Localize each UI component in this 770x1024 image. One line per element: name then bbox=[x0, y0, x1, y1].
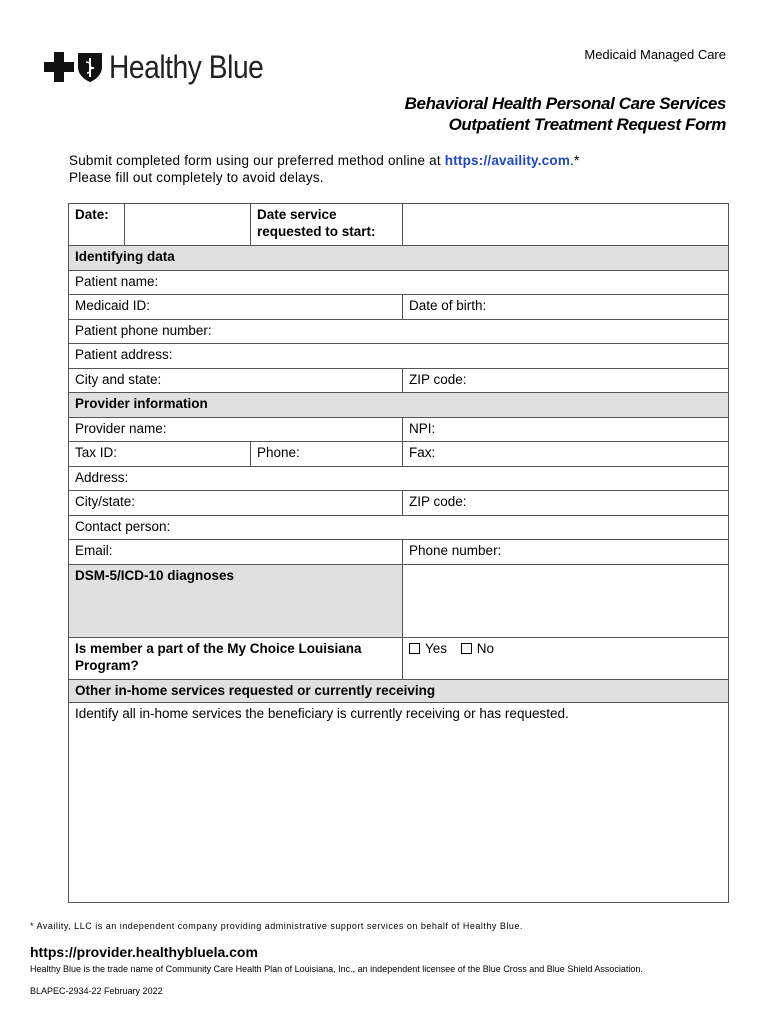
provider-website-link[interactable]: https://provider.healthybluela.com bbox=[30, 944, 258, 960]
cross-shield-icon bbox=[44, 51, 103, 83]
availity-footnote: * Availity, LLC is an independent company providing administrative support services on behalf of Healthy Blue. bbox=[30, 921, 523, 931]
cross-icon bbox=[44, 52, 74, 82]
legal-notice: Healthy Blue is the trade name of Community Care Health Plan of Louisiana, Inc., an independent licensee of the Blue Cross and Blue Shield Association. bbox=[30, 964, 643, 974]
my-choice-question: Is member a part of the My Choice Louisiana Program? bbox=[69, 637, 403, 679]
provider-phone-field[interactable]: Phone: bbox=[251, 442, 403, 467]
start-date-label: Date service requested to start: bbox=[251, 204, 403, 246]
contact-phone-field[interactable]: Phone number: bbox=[403, 540, 729, 565]
other-services-field[interactable]: Identify all in-home services the beneficiary is currently receiving or has requested. bbox=[69, 702, 729, 902]
medicaid-id-field[interactable]: Medicaid ID: bbox=[69, 295, 403, 320]
provider-address-field[interactable]: Address: bbox=[69, 466, 729, 491]
patient-name-field[interactable]: Patient name: bbox=[69, 270, 729, 295]
patient-phone-field[interactable]: Patient phone number: bbox=[69, 319, 729, 344]
email-field[interactable]: Email: bbox=[69, 540, 403, 565]
section-identifying-data: Identifying data bbox=[69, 246, 729, 271]
no-label: No bbox=[476, 640, 495, 656]
section-provider-information: Provider information bbox=[69, 393, 729, 418]
shield-icon bbox=[77, 51, 103, 83]
contact-person-field[interactable]: Contact person: bbox=[69, 515, 729, 540]
date-field[interactable] bbox=[125, 204, 251, 246]
form-title bbox=[405, 93, 726, 135]
intro-prefix: Submit completed form using our preferred method online at bbox=[69, 153, 445, 168]
title-line-2: Outpatient Treatment Request Form bbox=[448, 115, 726, 134]
program-label: Medicaid Managed Care bbox=[584, 47, 726, 62]
date-row bbox=[69, 204, 729, 246]
provider-city-state-field[interactable]: City/state: bbox=[69, 491, 403, 516]
form-code: BLAPEC-2934-22 February 2022 bbox=[30, 986, 163, 996]
tax-id-field[interactable]: Tax ID: bbox=[69, 442, 251, 467]
provider-zip-field[interactable]: ZIP code: bbox=[403, 491, 729, 516]
patient-city-state-field[interactable]: City and state: bbox=[69, 368, 403, 393]
intro-line-2: Please fill out completely to avoid delays. bbox=[69, 170, 324, 185]
section-other-services: Other in-home services requested or currently receiving bbox=[69, 679, 729, 702]
patient-address-field[interactable]: Patient address: bbox=[69, 344, 729, 369]
fax-field[interactable]: Fax: bbox=[403, 442, 729, 467]
availity-link[interactable]: https://availity.com bbox=[444, 153, 571, 168]
intro-line-1 bbox=[69, 152, 579, 169]
date-label: Date: bbox=[69, 204, 125, 246]
start-date-field[interactable] bbox=[403, 204, 729, 246]
intro-text bbox=[69, 152, 579, 186]
provider-name-field[interactable]: Provider name: bbox=[69, 417, 403, 442]
intro-suffix: .* bbox=[570, 153, 580, 168]
patient-zip-field[interactable]: ZIP code: bbox=[403, 368, 729, 393]
npi-field[interactable]: NPI: bbox=[403, 417, 729, 442]
request-form-table bbox=[68, 203, 729, 903]
title-line-1: Behavioral Health Personal Care Services bbox=[404, 94, 726, 113]
brand-name: Healthy Blue bbox=[109, 49, 264, 85]
yes-checkbox[interactable] bbox=[409, 643, 420, 654]
no-checkbox[interactable] bbox=[461, 643, 472, 654]
yes-label: Yes bbox=[425, 640, 448, 656]
my-choice-options bbox=[403, 637, 729, 679]
diagnoses-field[interactable]: DSM-5/ICD-10 diagnoses bbox=[69, 564, 403, 637]
healthy-blue-logo bbox=[44, 47, 284, 87]
diagnoses-entry[interactable] bbox=[403, 564, 729, 637]
date-of-birth-field[interactable]: Date of birth: bbox=[403, 295, 729, 320]
